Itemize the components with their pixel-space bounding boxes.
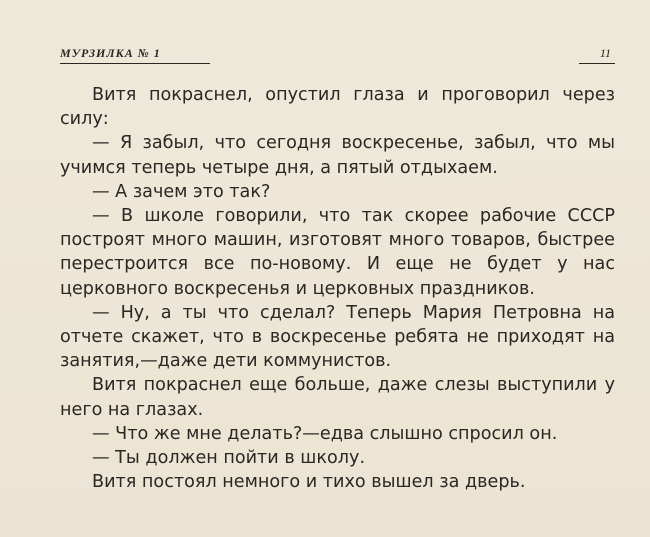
story-text — [60, 83, 615, 494]
running-title: МУРЗИЛКА № 1 — [60, 46, 161, 60]
page-header — [60, 46, 615, 68]
paragraph: — Ну, а ты что сделал? Теперь Мария Петровна на отчете скажет, что в воскресенье ребята не приходят на занятия,—даже дети коммунистов. — [60, 302, 615, 372]
header-rule-right — [579, 63, 615, 64]
paragraph: — Я забыл, что сегодня воскресенье, забыл, что мы учимся теперь четыре дня, а пятый отдыхаем. — [60, 133, 615, 178]
paragraph: — А зачем это так? — [92, 181, 271, 202]
paragraph: Витя покраснел, опустил глаза и проговорил через силу: — [60, 85, 615, 130]
header-rule-left — [60, 63, 210, 64]
paragraph: Витя покраснел еще больше, даже слезы выступили у него на глазах. — [60, 375, 615, 420]
paragraph: — В школе говорили, что так скорее рабочие СССР построят много машин, изготовят много товаров, быстрее перестроится все по-новому. И еще не будет у нас церковного воскресенья и церковных праздников. — [60, 206, 615, 299]
paragraph: Витя постоял немного и тихо вышел за дверь. — [92, 472, 526, 493]
paragraph: — Ты должен пойти в школу. — [92, 448, 366, 469]
paragraph: — Что же мне делать?—едва слышно спросил он. — [92, 423, 558, 444]
page-number: 11 — [599, 46, 611, 60]
